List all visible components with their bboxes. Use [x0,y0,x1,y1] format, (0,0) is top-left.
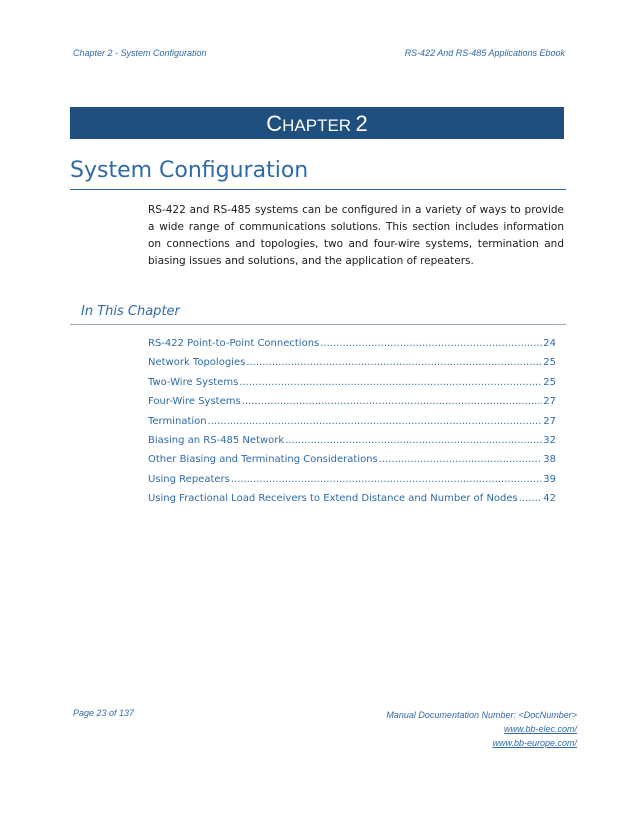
toc-item-page[interactable]: 27 [543,396,556,408]
chapter-banner [70,107,564,139]
footer-page-number: Page 23 of 137 [73,708,135,718]
toc-item[interactable] [148,470,556,489]
toc-item-page[interactable]: 25 [543,376,556,388]
toc-item-title[interactable]: Two-Wire Systems [148,376,239,388]
header-book-title: RS-422 And RS-485 Applications Ebook [404,48,565,58]
footer-info [386,708,577,750]
title-divider [70,189,566,190]
toc-leader [231,470,542,489]
toc-item[interactable] [148,489,556,508]
footer-link-bb-elec[interactable]: www.bb-elec.com/ [503,724,577,734]
header-chapter-label: Chapter 2 - System Configuration [73,48,207,58]
toc-item-page[interactable]: 42 [543,493,556,505]
toc-item-title[interactable]: Other Biasing and Terminating Considerations [148,454,378,466]
toc-item[interactable] [148,373,556,392]
toc-item-title[interactable]: Biasing an RS-485 Network [148,434,285,446]
toc-item[interactable] [148,412,556,431]
chapter-initial: C [266,111,283,136]
section-divider [70,324,566,325]
toc-item-page[interactable]: 27 [543,415,556,427]
toc-leader [208,412,543,431]
toc-item-title[interactable]: Using Repeaters [148,473,230,485]
toc-item[interactable] [148,431,556,450]
toc-item[interactable] [148,334,556,353]
footer-doc-number: Manual Documentation Number: <DocNumber> [386,710,577,720]
toc-item-page[interactable]: 25 [543,357,556,369]
toc-item-title[interactable]: Termination [148,415,207,427]
toc-leader [379,450,543,469]
toc-item-title[interactable]: Four-Wire Systems [148,396,241,408]
toc-item[interactable] [148,450,556,469]
toc-item-page[interactable]: 39 [543,473,556,485]
toc-item-page[interactable]: 32 [543,434,556,446]
toc-item-title[interactable]: Network Topologies [148,357,246,369]
toc-leader [320,334,542,353]
toc-item-title[interactable]: Using Fractional Load Receivers to Extend Distance and Number of Nodes [148,493,518,505]
toc-item[interactable] [148,392,556,411]
chapter-word: HAPTER [282,116,352,135]
toc-leader [242,392,543,411]
toc-item-page[interactable]: 38 [543,454,556,466]
toc-leader [246,353,542,372]
intro-paragraph: RS-422 and RS-485 systems can be configured in a variety of ways to provide a wide range of communications solutions. This section includes information on connections and topologies, two and four-wire systems, termination and biasing issues and solutions, and the application of repeaters. [148,204,564,267]
toc-leader [285,431,542,450]
toc-item[interactable] [148,353,556,372]
toc-leader [239,373,542,392]
footer-link-bb-europe[interactable]: www.bb-europe.com/ [492,738,577,748]
toc-leader [519,489,543,508]
section-heading: In This Chapter [81,304,180,319]
toc-item-page[interactable]: 24 [543,338,556,349]
toc-item-title[interactable]: RS-422 Point-to-Point Connections [148,338,320,349]
page-title: System Configuration [70,158,309,183]
table-of-contents [148,334,556,509]
chapter-number: 2 [355,111,368,136]
